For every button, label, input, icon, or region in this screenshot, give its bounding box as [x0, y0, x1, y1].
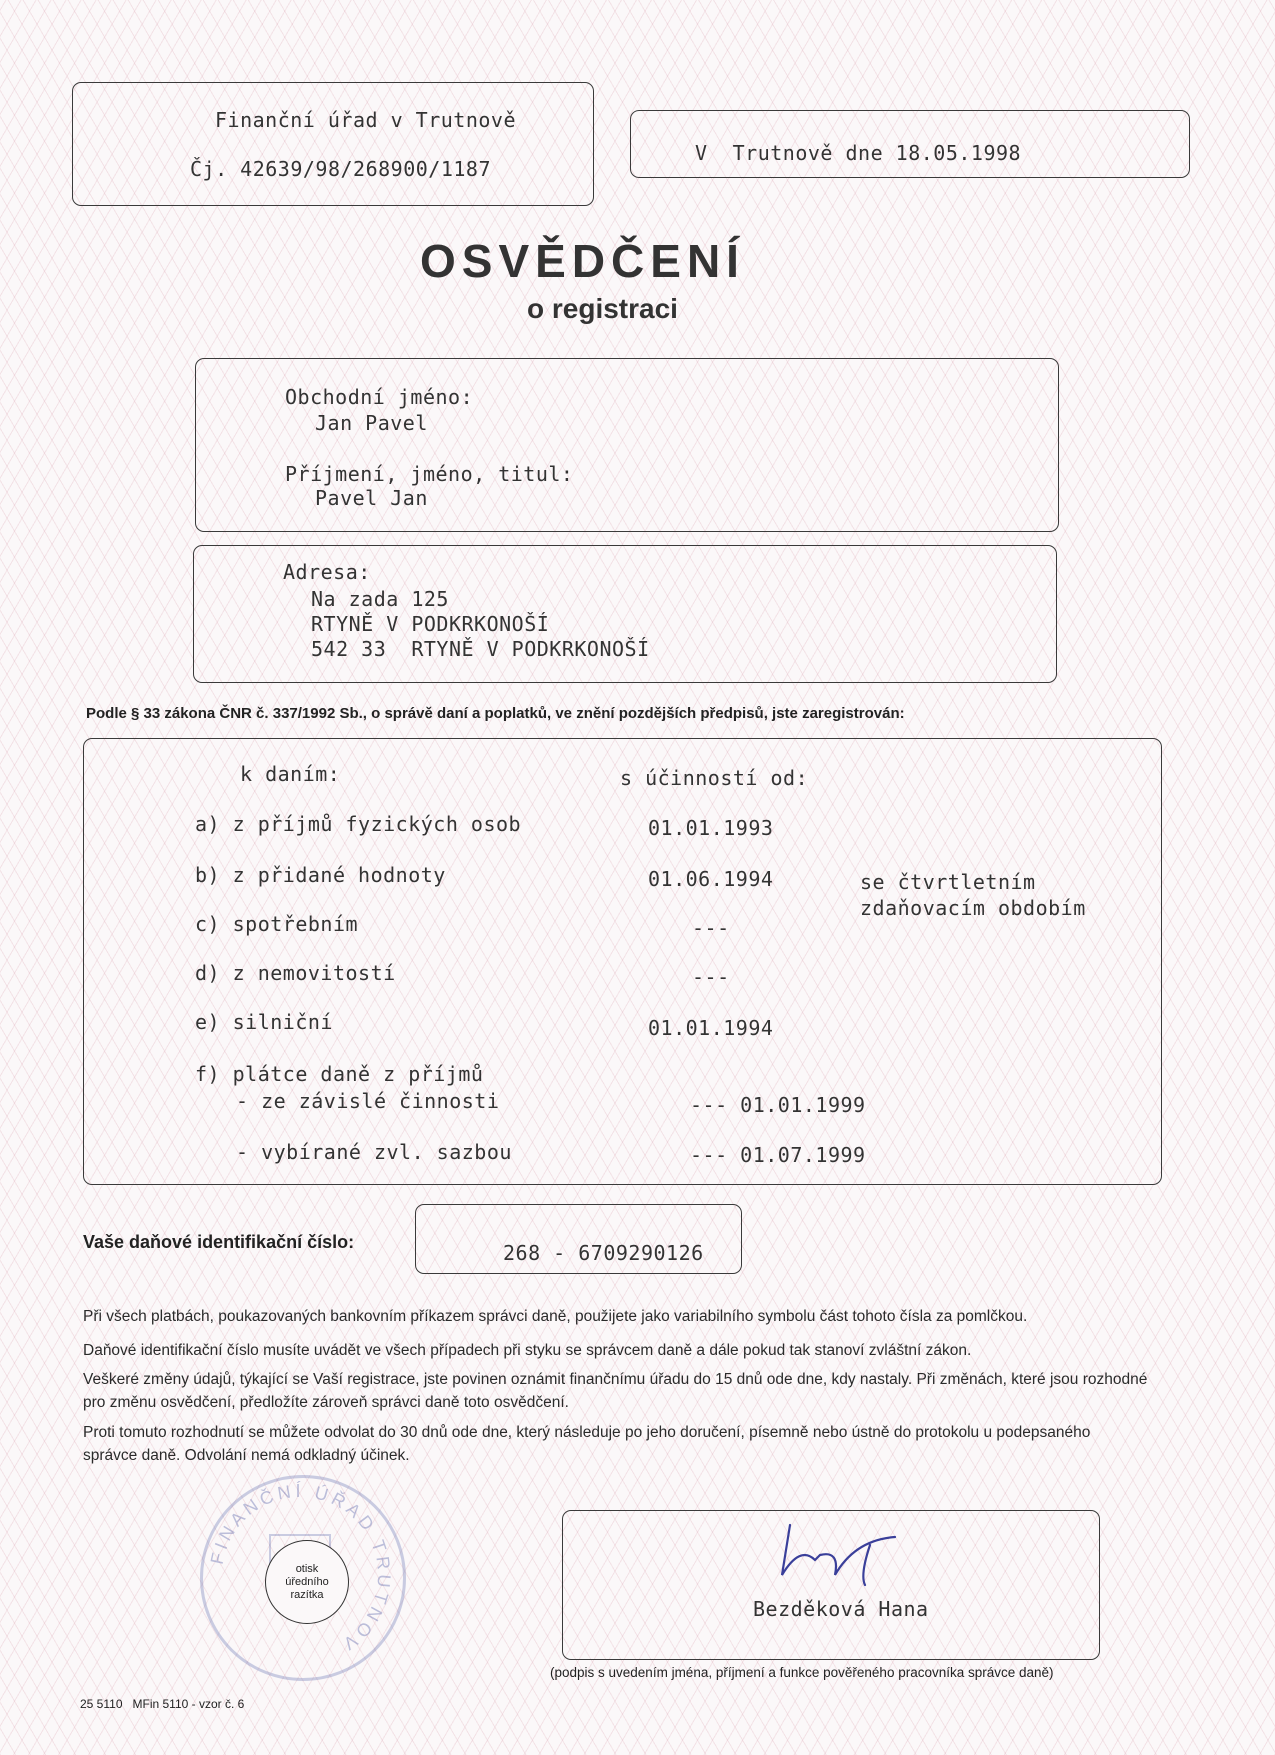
- tax-row-c-label: c) spotřebním: [195, 912, 359, 936]
- tax-row-d-label: d) z nemovitostí: [195, 961, 396, 985]
- address-city: RTYNĚ V PODKRKONOŠÍ: [311, 612, 550, 636]
- tax-row-b-label: b) z přidané hodnoty: [195, 863, 446, 887]
- business-name: Jan Pavel: [315, 411, 428, 435]
- tax-row-c-date: ---: [692, 916, 730, 940]
- form-code: 25 5110 MFin 5110 - vzor č. 6: [80, 1697, 245, 1711]
- signatory-name: Bezděková Hana: [753, 1597, 929, 1621]
- tax-row-d-date: ---: [692, 965, 730, 989]
- tax-row-f-sub2-date: --- 01.07.1999: [690, 1143, 866, 1167]
- paragraph-dic-usage: Daňové identifikační číslo musíte uvádět ve všech případech při styku se správcem daně a dále pokud tak stanoví zvláštní zákon.: [83, 1342, 972, 1359]
- tax-row-e-label: e) silniční: [195, 1010, 333, 1034]
- stamp-placeholder: [265, 1540, 349, 1624]
- stamp-text-3: razítka: [290, 1588, 324, 1601]
- tax-row-a-label: a) z příjmů fyzických osob: [195, 812, 522, 836]
- place-date: V Trutnově dne 18.05.1998: [695, 141, 1022, 165]
- address-label: Adresa:: [283, 560, 371, 584]
- stamp-ring-text: FINANČNÍ ÚŘAD TRUTNOV: [206, 1480, 395, 1657]
- reference-number: Čj. 42639/98/268900/1187: [190, 157, 491, 181]
- signature-scribble-icon: [760, 1515, 940, 1595]
- tax-row-e-date: 01.01.1994: [648, 1016, 774, 1040]
- signature-caption: (podpis s uvedením jména, příjmení a funkce pověřeného pracovníka správce daně): [550, 1665, 1054, 1680]
- tax-row-f-sub2: - vybírané zvl. sazbou: [236, 1140, 512, 1164]
- paragraph-changes: Veškeré změny údajů, týkající se Vaší registrace, jste povinen oznámit finančnímu úřadu do 15 dnů ode dne, kdy nastaly. Při změnách, které jsou rozhodné pro změnu osvědčení, předložíte zároveň správci daně toto osvědčení.: [83, 1371, 1148, 1411]
- person-name: Pavel Jan: [315, 486, 428, 510]
- office-name: Finanční úřad v Trutnově: [215, 108, 516, 132]
- document-title: OSVĚDČENÍ: [420, 235, 745, 287]
- paragraph-appeal: Proti tomuto rozhodnutí se můžete odvolat do 30 dnů ode dne, který následuje po jeho doručení, písemně nebo ústně do protokolu u podepsaného správce daně. Odvolání nemá odkladný účinek.: [83, 1424, 1091, 1464]
- stamp-text-2: úředního: [285, 1575, 329, 1588]
- tax-row-b-note1: se čtvrtletním: [860, 870, 1036, 894]
- document-subtitle: o registraci: [527, 293, 678, 324]
- tax-row-f-sub1-date: --- 01.01.1999: [690, 1093, 866, 1117]
- tax-row-b-note2: zdaňovacím obdobím: [860, 896, 1086, 920]
- stamp-text-1: otisk: [295, 1562, 319, 1575]
- address-postal: 542 33 RTYNĚ V PODKRKONOŠÍ: [311, 637, 650, 661]
- taxes-header-left: k daním:: [240, 762, 341, 786]
- tax-row-f-label: f) plátce daně z příjmů: [195, 1062, 484, 1086]
- address-street: Na zada 125: [311, 587, 449, 611]
- office-box: [72, 82, 594, 206]
- paragraph-variable-symbol: Při všech platbách, poukazovaných bankovním příkazem správci daně, použijete jako variabilního symbolu část tohoto čísla za pomlčkou.: [83, 1308, 1028, 1325]
- legal-basis: Podle § 33 zákona ČNR č. 337/1992 Sb., o správě daní a poplatků, ve znění pozdějších předpisů, jste zaregistrován:: [86, 705, 905, 722]
- tax-row-b-date: 01.06.1994: [648, 867, 774, 891]
- dic-label: Vaše daňové identifikační číslo:: [83, 1232, 355, 1252]
- person-label: Příjmení, jméno, titul:: [285, 462, 574, 486]
- taxes-header-right: s účinností od:: [620, 766, 809, 790]
- tax-row-a-date: 01.01.1993: [648, 816, 774, 840]
- dic-value: 268 - 6709290126: [503, 1241, 704, 1265]
- tax-row-f-sub1: - ze závislé činnosti: [236, 1089, 500, 1113]
- business-name-label: Obchodní jméno:: [285, 385, 474, 409]
